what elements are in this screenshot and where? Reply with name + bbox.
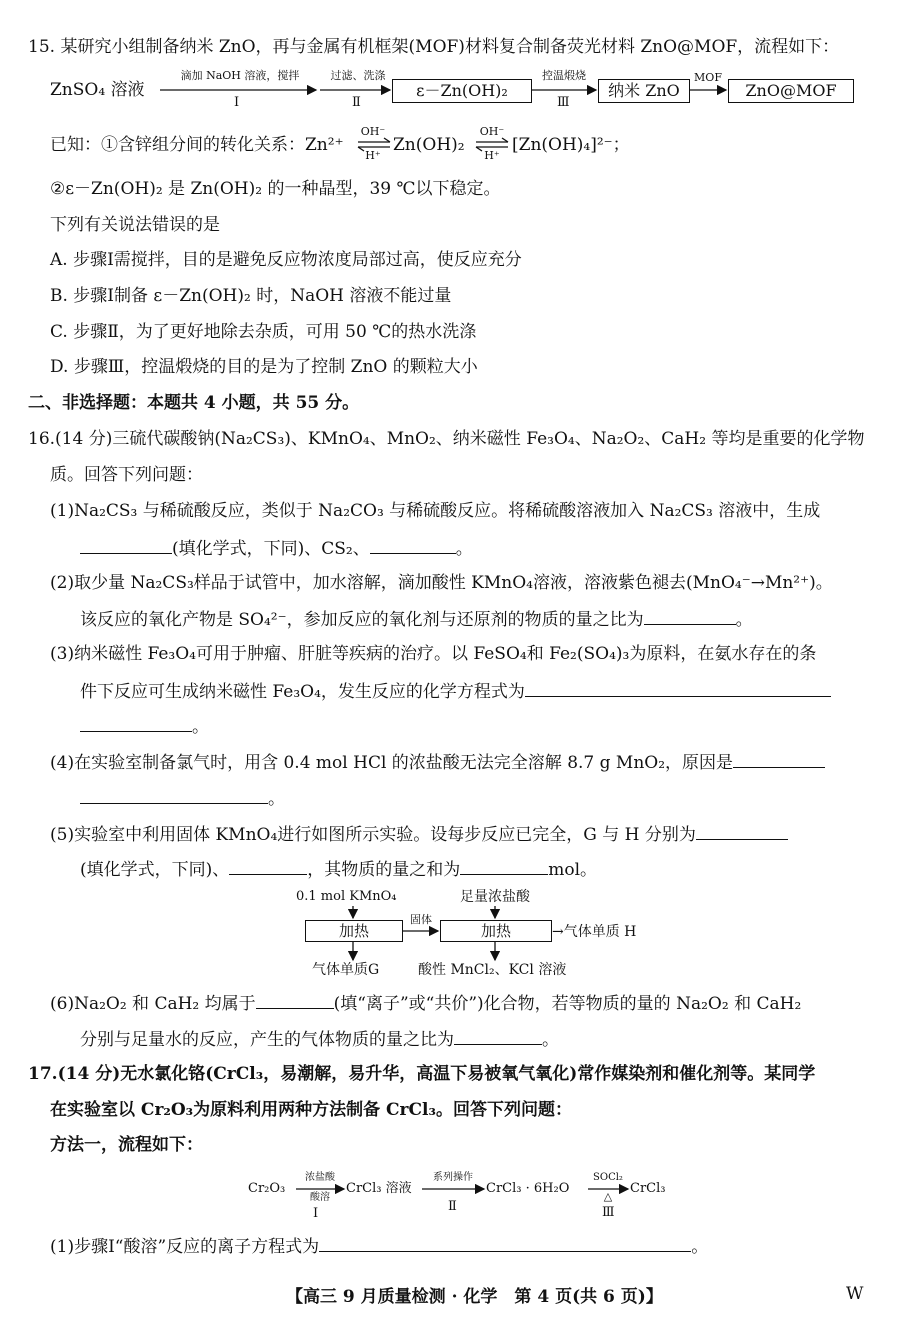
q16-p4-text: (4)在实验室制备氯气时，用含 0.4 mol HCl 的浓盐酸无法完全溶解 8.7 g MnO₂，原因是: [50, 753, 734, 773]
q17-flow-crcl3-hydrate: CrCl₃ · 6H₂O: [486, 1181, 570, 1196]
q15-arrow3-top: 控温煅烧: [542, 69, 586, 82]
q15-flow-start: ZnSO₄ 溶液: [50, 80, 145, 100]
q16-p1-line1: (1)Na₂CS₃ 与稀硫酸反应，类似于 Na₂CO₃ 与稀硫酸反应。将稀硫酸溶液加入 Na₂CS₃ 溶液中，生成: [50, 501, 821, 521]
q16-diagram-input-hcl: 足量浓盐酸: [460, 889, 530, 905]
q17-p1-text: (1)步骤Ⅰ“酸溶”反应的离子方程式为: [50, 1237, 320, 1257]
q17-method-label: 方法一，流程如下：: [50, 1135, 203, 1155]
q15-arrow2-top: 过滤、洗涤: [330, 69, 386, 82]
q16-p2-line1: (2)取少量 Na₂CS₃样品于试管中，加水溶解，滴加酸性 KMnO₄溶液，溶液紫色褪去(MnO₄⁻→Mn²⁺)。: [50, 573, 833, 593]
q16-p1-end: 。: [455, 539, 473, 559]
q16-p4-end: 。: [268, 789, 285, 809]
q15-arrow2-step: Ⅱ: [352, 95, 361, 110]
q17-flow-crcl3: CrCl₃: [630, 1181, 666, 1196]
q15-option-d: D. 步骤Ⅲ，控温煅烧的目的是为了控制 ZnO 的颗粒大小: [50, 357, 478, 377]
q16-p5-mid: ，其物质的量之和为: [307, 860, 461, 880]
q16-diagram-output-h: →气体单质 H: [552, 924, 637, 940]
q15-eq1-bottom: H⁺: [365, 149, 381, 162]
footer-mark: W: [846, 1284, 864, 1304]
q15-arrow1-step: Ⅰ: [234, 95, 240, 110]
q17-stem-text: 17.(14 分)无水氯化铬(CrCl₃，易潮解，易升华，高温下易被氧气氧化)常作媒染剂和催化剂等。某同学: [28, 1064, 816, 1084]
q15-stem: 15. 某研究小组制备纳米 ZnO，再与金属有机框架(MOF)材料复合制备荧光材料 ZnO@MOF，流程如下：: [28, 37, 840, 57]
q15-known1-end: [Zn(OH)₄]²⁻；: [512, 135, 630, 155]
q15-option-c: C. 步骤Ⅱ，为了更好地除去杂质，可用 50 ℃的热水洗涤: [50, 322, 477, 342]
q17-stem-line2: 在实验室以 Cr₂O₃为原料利用两种方法制备 CrCl₃。回答下列问题：: [50, 1100, 572, 1120]
q16-p6-end: 。: [542, 1030, 559, 1050]
q15-option-a: A. 步骤Ⅰ需搅拌，目的是避免反应物浓度局部过高，使反应充分: [50, 250, 522, 270]
q15-box-zno-mof: ZnO@MOF: [728, 79, 854, 103]
q16-stem-line2: 质。回答下列问题：: [50, 465, 203, 485]
q15-arrow1-top: 滴加 NaOH 溶液，搅拌: [180, 69, 300, 82]
q17-flow-crcl3-solution: CrCl₃ 溶液: [346, 1181, 412, 1196]
q16-p6-start: (6)Na₂O₂ 和 CaH₂ 均属于: [50, 994, 256, 1014]
q15-eq1-top: OH⁻: [360, 125, 386, 138]
q16-diagram-box-heat2: 加热: [440, 920, 552, 942]
q16-diagram-output-solution: 酸性 MnCl₂、KCl 溶液: [418, 962, 567, 978]
q16-p3-end: 。: [192, 717, 209, 737]
q16-p6-mid: (填“离子”或“共价”)化合物，若等物质的量的 Na₂O₂ 和 CaH₂: [333, 994, 802, 1014]
q17-arrow3-step: Ⅲ: [602, 1205, 615, 1220]
q15-known1-prefix: 已知：①含锌组分间的转化关系：Zn²⁺: [50, 135, 344, 155]
q16-p5-end: mol。: [548, 860, 598, 880]
section2-heading: 二、非选择题：本题共 4 小题，共 55 分。: [28, 393, 360, 413]
q15-ask: 下列有关说法错误的是: [50, 215, 220, 235]
q15-box-nano-zno: 纳米 ZnO: [598, 79, 690, 103]
q16-p6-text: 分别与足量水的反应，产生的气体物质的量之比为: [80, 1030, 454, 1050]
q17-flow-cr2o3: Cr₂O₃: [248, 1181, 286, 1196]
q17-arrow1-bottom: 酸溶: [310, 1192, 330, 1203]
q17-arrow2-step: Ⅱ: [448, 1199, 457, 1214]
q17-arrow2-top: 系列操作: [433, 1172, 473, 1183]
q16-stem-line1: 16.(14 分)三硫代碳酸钠(Na₂CS₃)、KMnO₄、MnO₂、纳米磁性 Fe₃O₄、Na₂O₂、CaH₂ 等均是重要的化学物: [28, 429, 865, 449]
q17-arrow1-top: 浓盐酸: [305, 1172, 335, 1183]
q17-arrow3-heat: △: [603, 1190, 613, 1203]
q15-known1-mid: Zn(OH)₂: [393, 135, 465, 155]
q15-eq2-bottom: H⁺: [484, 149, 500, 162]
q15-box-zn-oh2: ε－Zn(OH)₂: [392, 79, 532, 103]
q16-diagram-box-heat1: 加热: [305, 920, 403, 942]
page-footer: 【高三 9 月质量检测 · 化学 第 4 页(共 6 页)】: [286, 1287, 663, 1307]
q17-p1-end: 。: [691, 1237, 709, 1257]
q16-p3-line1: (3)纳米磁性 Fe₃O₄可用于肿瘤、肝脏等疾病的治疗。以 FeSO₄和 Fe₂(SO₄)₃为原料，在氨水存在的条: [50, 644, 817, 664]
q17-arrow3-top: SOCl₂: [593, 1172, 623, 1183]
q16-diagram-solid-label: 固体: [410, 913, 432, 926]
q16-p5-start: (填化学式，下同)、: [80, 860, 230, 880]
q15-arrow4-top: MOF: [694, 71, 722, 84]
q16-p5-text: (5)实验室中利用固体 KMnO₄进行如图所示实验。设每步反应已完全，G 与 H 分别为: [50, 825, 696, 845]
q15-eq2-top: OH⁻: [479, 125, 505, 138]
q15-arrow3-step: Ⅲ: [557, 95, 570, 110]
q16-p2-end: 。: [735, 610, 753, 630]
q16-p3-text: 件下反应可生成纳米磁性 Fe₃O₄，发生反应的化学方程式为: [80, 682, 525, 702]
q15-known2: ②ε－Zn(OH)₂ 是 Zn(OH)₂ 的一种晶型，39 ℃以下稳定。: [50, 179, 501, 199]
q15-option-b: B. 步骤Ⅰ制备 ε－Zn(OH)₂ 时，NaOH 溶液不能过量: [50, 286, 452, 306]
q17-arrow1-step: Ⅰ: [313, 1206, 319, 1221]
q16-p1-mid: (填化学式，下同)、CS₂、: [172, 539, 370, 559]
q16-p2-text: 该反应的氧化产物是 SO₄²⁻，参加反应的氧化剂与还原剂的物质的量之比为: [80, 610, 644, 630]
q16-diagram-output-g: 气体单质G: [312, 962, 380, 978]
q16-diagram-input-kmno4: 0.1 mol KMnO₄: [296, 889, 397, 904]
